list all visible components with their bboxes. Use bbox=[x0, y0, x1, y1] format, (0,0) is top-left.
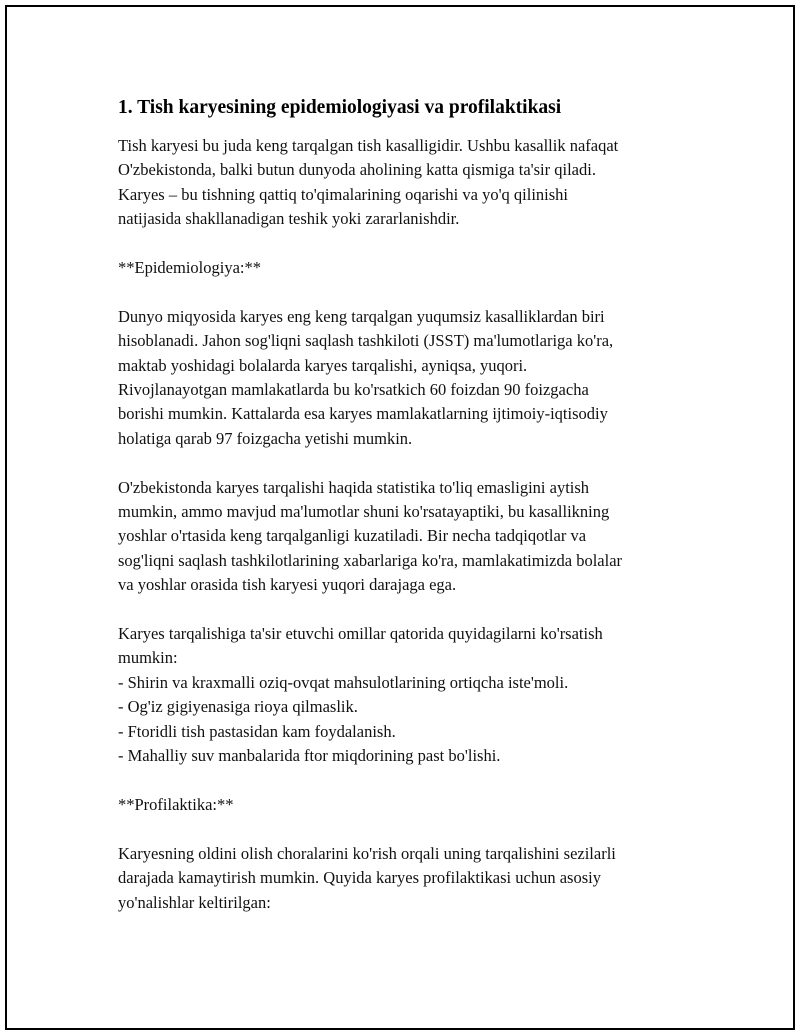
section-heading-text: **Epidemiologiya:** bbox=[118, 258, 261, 278]
text-line: O'zbekistonda, balki butun dunyoda aholining katta qismiga ta'sir qiladi. bbox=[118, 160, 596, 180]
text-line: Karyesning oldini olish choralarini ko'rish orqali uning tarqalishini sezilarli bbox=[118, 843, 616, 863]
intro-paragraph bbox=[118, 134, 718, 232]
list-item: - Shirin va kraxmalli oziq-ovqat mahsulotlarining ortiqcha iste'moli. bbox=[118, 672, 569, 692]
text-line: Rivojlanayotgan mamlakatlarda bu ko'rsatkich 60 foizdan 90 foizgacha bbox=[118, 380, 589, 400]
document-title: 1. Tish karyesining epidemiologiyasi va profilaktikasi bbox=[118, 97, 562, 118]
text-line: hisoblanadi. Jahon sog'liqni saqlash tashkiloti (JSST) ma'lumotlariga ko'ra, bbox=[118, 331, 614, 351]
factors-list bbox=[118, 671, 718, 769]
text-line: Dunyo miqyosida karyes eng keng tarqalgan yuqumsiz kasalliklardan biri bbox=[118, 306, 605, 326]
text-line: O'zbekistonda karyes tarqalishi haqida statistika to'liq emasligini aytish bbox=[118, 477, 590, 497]
text-line: borishi mumkin. Kattalarda esa karyes mamlakatlarning ijtimoiy-iqtisodiy bbox=[118, 404, 608, 424]
list-item: - Mahalliy suv manbalarida ftor miqdorining past bo'lishi. bbox=[118, 746, 501, 766]
factors-section bbox=[118, 622, 718, 768]
text-line: Karyes – bu tishning qattiq to'qimalarining oqarishi va yo'q qilinishi bbox=[118, 184, 569, 204]
uzbekistan-paragraph bbox=[118, 476, 718, 598]
prophylaxis-heading bbox=[118, 793, 718, 817]
text-line: va yoshlar orasida tish karyesi yuqori darajaga ega. bbox=[118, 575, 457, 595]
prophylaxis-paragraph bbox=[118, 842, 718, 915]
text-line: maktab yoshidagi bolalarda karyes tarqalishi, ayniqsa, yuqori. bbox=[118, 355, 528, 375]
text-line: Tish karyesi bu juda keng tarqalgan tish kasalligidir. Ushbu kasallik nafaqat bbox=[118, 136, 619, 155]
list-item: - Ftoridli tish pastasidan kam foydalanish. bbox=[118, 721, 396, 741]
text-line: yo'nalishlar keltirilgan: bbox=[118, 892, 271, 912]
text-line: mumkin: bbox=[118, 648, 178, 668]
text-line: Karyes tarqalishiga ta'sir etuvchi omillar qatorida quyidagilarni ko'rsatish bbox=[118, 624, 603, 644]
text-line: holatiga qarab 97 foizgacha yetishi mumkin. bbox=[118, 428, 413, 448]
text-line: sog'liqni saqlash tashkilotlarining xabarlariga ko'ra, mamlakatimizda bolalar bbox=[118, 550, 623, 570]
epidemiology-heading bbox=[118, 256, 718, 280]
world-paragraph bbox=[118, 305, 718, 451]
text-line: natijasida shakllanadigan teshik yoki zararlanishdir. bbox=[118, 209, 460, 229]
text-line: mumkin, ammo mavjud ma'lumotlar shuni ko'rsatayaptiki, bu kasallikning bbox=[118, 502, 610, 522]
list-item: - Og'iz gigiyenasiga rioya qilmaslik. bbox=[118, 697, 358, 717]
section-heading-text: **Profilaktika:** bbox=[118, 794, 234, 814]
document-body bbox=[118, 96, 718, 915]
text-line: yoshlar o'rtasida keng tarqalganligi kuzatiladi. Bir necha tadqiqotlar va bbox=[118, 526, 587, 546]
text-line: darajada kamaytirish mumkin. Quyida karyes profilaktikasi uchun asosiy bbox=[118, 868, 601, 888]
